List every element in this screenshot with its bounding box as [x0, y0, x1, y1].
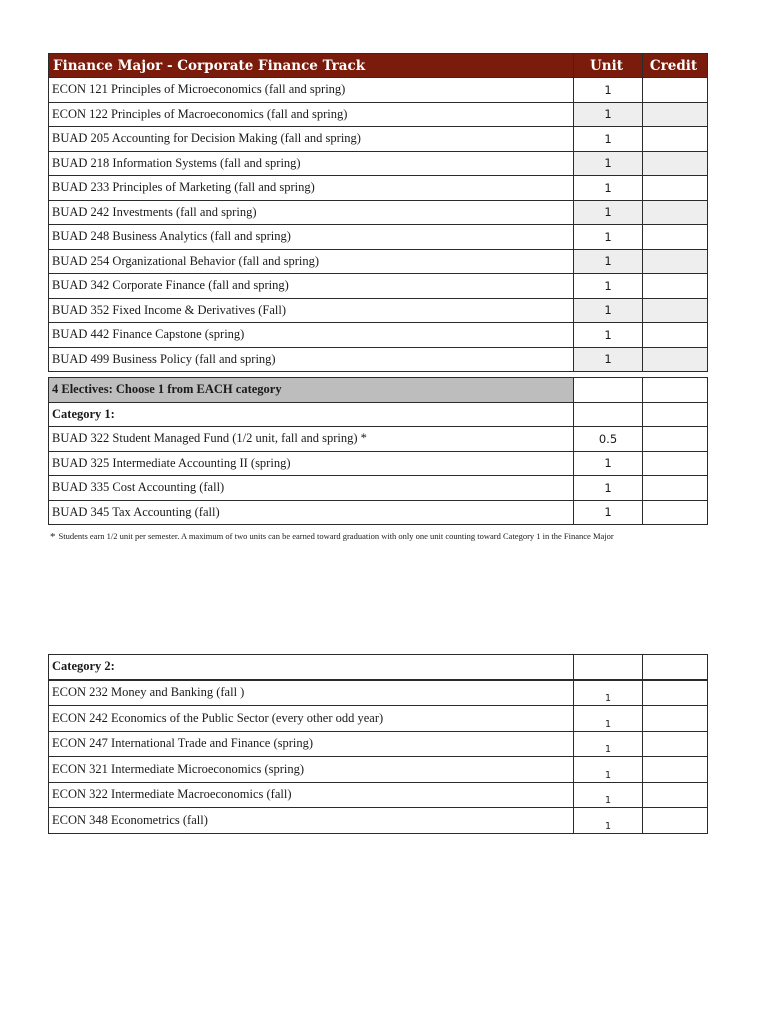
- credit-cell[interactable]: [643, 78, 708, 103]
- footnote: [50, 531, 614, 543]
- credit-cell[interactable]: [643, 127, 708, 152]
- course-name: ECON 122 Principles of Macroeconomics (fall and spring): [49, 102, 574, 127]
- table-row: [49, 500, 708, 525]
- table-row: [49, 274, 708, 299]
- unit-value: 1: [574, 706, 643, 732]
- course-name: BUAD 254 Organizational Behavior (fall and spring): [49, 249, 574, 274]
- credit-cell[interactable]: [643, 176, 708, 201]
- credit-cell[interactable]: [643, 378, 708, 403]
- table-row: [49, 347, 708, 372]
- credit-cell[interactable]: [643, 782, 708, 808]
- credit-cell[interactable]: [643, 249, 708, 274]
- table-row: [49, 706, 708, 732]
- unit-value: 1: [574, 249, 643, 274]
- course-name: BUAD 352 Fixed Income & Derivatives (Fall): [49, 298, 574, 323]
- course-name: BUAD 325 Intermediate Accounting II (spring): [49, 451, 574, 476]
- credit-cell[interactable]: [643, 655, 708, 680]
- course-name: BUAD 218 Information Systems (fall and spring): [49, 151, 574, 176]
- credit-cell[interactable]: [643, 427, 708, 452]
- unit-value: 1: [574, 451, 643, 476]
- required-courses-table: [48, 53, 708, 372]
- credit-cell[interactable]: [643, 680, 708, 706]
- credit-cell[interactable]: [643, 200, 708, 225]
- credit-cell[interactable]: [643, 298, 708, 323]
- table-row: [49, 151, 708, 176]
- table-row: [49, 176, 708, 201]
- unit-value: 1: [574, 476, 643, 501]
- unit-cell: [574, 655, 643, 680]
- course-name: ECON 348 Econometrics (fall): [49, 808, 574, 834]
- credit-cell[interactable]: [643, 323, 708, 348]
- course-name: BUAD 442 Finance Capstone (spring): [49, 323, 574, 348]
- table-row: [49, 323, 708, 348]
- electives-heading: 4 Electives: Choose 1 from EACH category: [49, 378, 574, 403]
- credit-cell[interactable]: [643, 500, 708, 525]
- table-row: [49, 427, 708, 452]
- table-row: [49, 298, 708, 323]
- unit-cell: [574, 402, 643, 427]
- credit-cell[interactable]: [643, 451, 708, 476]
- category-row: [49, 655, 708, 680]
- unit-value: 1: [574, 808, 643, 834]
- unit-cell: [574, 378, 643, 403]
- table-row: [49, 782, 708, 808]
- unit-value: 1: [574, 782, 643, 808]
- unit-value: 1: [574, 151, 643, 176]
- course-name: BUAD 248 Business Analytics (fall and spring): [49, 225, 574, 250]
- course-name: ECON 242 Economics of the Public Sector (every other odd year): [49, 706, 574, 732]
- credit-cell[interactable]: [643, 274, 708, 299]
- course-name: ECON 322 Intermediate Macroeconomics (fall): [49, 782, 574, 808]
- course-name: ECON 247 International Trade and Finance (spring): [49, 731, 574, 757]
- unit-value: 1: [574, 323, 643, 348]
- table-row: [49, 451, 708, 476]
- course-name: ECON 121 Principles of Microeconomics (fall and spring): [49, 78, 574, 103]
- credit-cell[interactable]: [643, 808, 708, 834]
- unit-value: 1: [574, 176, 643, 201]
- unit-value: 1: [574, 127, 643, 152]
- unit-value: 1: [574, 78, 643, 103]
- unit-value: 1: [574, 500, 643, 525]
- table-row: [49, 200, 708, 225]
- table-row: [49, 808, 708, 834]
- unit-value: 0.5: [574, 427, 643, 452]
- credit-column-header: Credit: [643, 54, 708, 78]
- course-name: BUAD 335 Cost Accounting (fall): [49, 476, 574, 501]
- unit-value: 1: [574, 200, 643, 225]
- unit-value: 1: [574, 102, 643, 127]
- course-name: BUAD 342 Corporate Finance (fall and spring): [49, 274, 574, 299]
- electives-table: [48, 377, 708, 525]
- credit-cell[interactable]: [643, 476, 708, 501]
- table-row: [49, 102, 708, 127]
- unit-value: 1: [574, 680, 643, 706]
- unit-value: 1: [574, 274, 643, 299]
- course-name: ECON 321 Intermediate Microeconomics (spring): [49, 757, 574, 783]
- credit-cell[interactable]: [643, 102, 708, 127]
- category-2-table: [48, 654, 708, 834]
- table-row: [49, 225, 708, 250]
- unit-column-header: Unit: [574, 54, 643, 78]
- table-row: [49, 476, 708, 501]
- unit-value: 1: [574, 757, 643, 783]
- course-name: BUAD 242 Investments (fall and spring): [49, 200, 574, 225]
- table-header-row: [49, 54, 708, 78]
- unit-value: 1: [574, 731, 643, 757]
- credit-cell[interactable]: [643, 706, 708, 732]
- credit-cell[interactable]: [643, 402, 708, 427]
- category-2-label: Category 2:: [49, 655, 574, 680]
- course-name: ECON 232 Money and Banking (fall ): [49, 680, 574, 706]
- footnote-star: *: [50, 531, 56, 543]
- footnote-text: Students earn 1/2 unit per semester. A maximum of two units can be earned toward graduation with only one unit counting toward Category 1 in the Finance Major: [58, 531, 614, 541]
- category-row: [49, 402, 708, 427]
- unit-value: 1: [574, 347, 643, 372]
- unit-value: 1: [574, 298, 643, 323]
- course-name: BUAD 499 Business Policy (fall and spring): [49, 347, 574, 372]
- table-title: Finance Major - Corporate Finance Track: [49, 54, 574, 78]
- credit-cell[interactable]: [643, 757, 708, 783]
- course-name: BUAD 322 Student Managed Fund (1/2 unit, fall and spring) *: [49, 427, 574, 452]
- credit-cell[interactable]: [643, 151, 708, 176]
- table-row: [49, 731, 708, 757]
- electives-header-row: [49, 378, 708, 403]
- credit-cell[interactable]: [643, 347, 708, 372]
- credit-cell[interactable]: [643, 731, 708, 757]
- course-name: BUAD 345 Tax Accounting (fall): [49, 500, 574, 525]
- table-row: [49, 78, 708, 103]
- course-name: BUAD 205 Accounting for Decision Making (fall and spring): [49, 127, 574, 152]
- unit-value: 1: [574, 225, 643, 250]
- table-row: [49, 680, 708, 706]
- table-row: [49, 757, 708, 783]
- credit-cell[interactable]: [643, 225, 708, 250]
- table-row: [49, 249, 708, 274]
- category-1-label: Category 1:: [49, 402, 574, 427]
- table-row: [49, 127, 708, 152]
- course-name: BUAD 233 Principles of Marketing (fall and spring): [49, 176, 574, 201]
